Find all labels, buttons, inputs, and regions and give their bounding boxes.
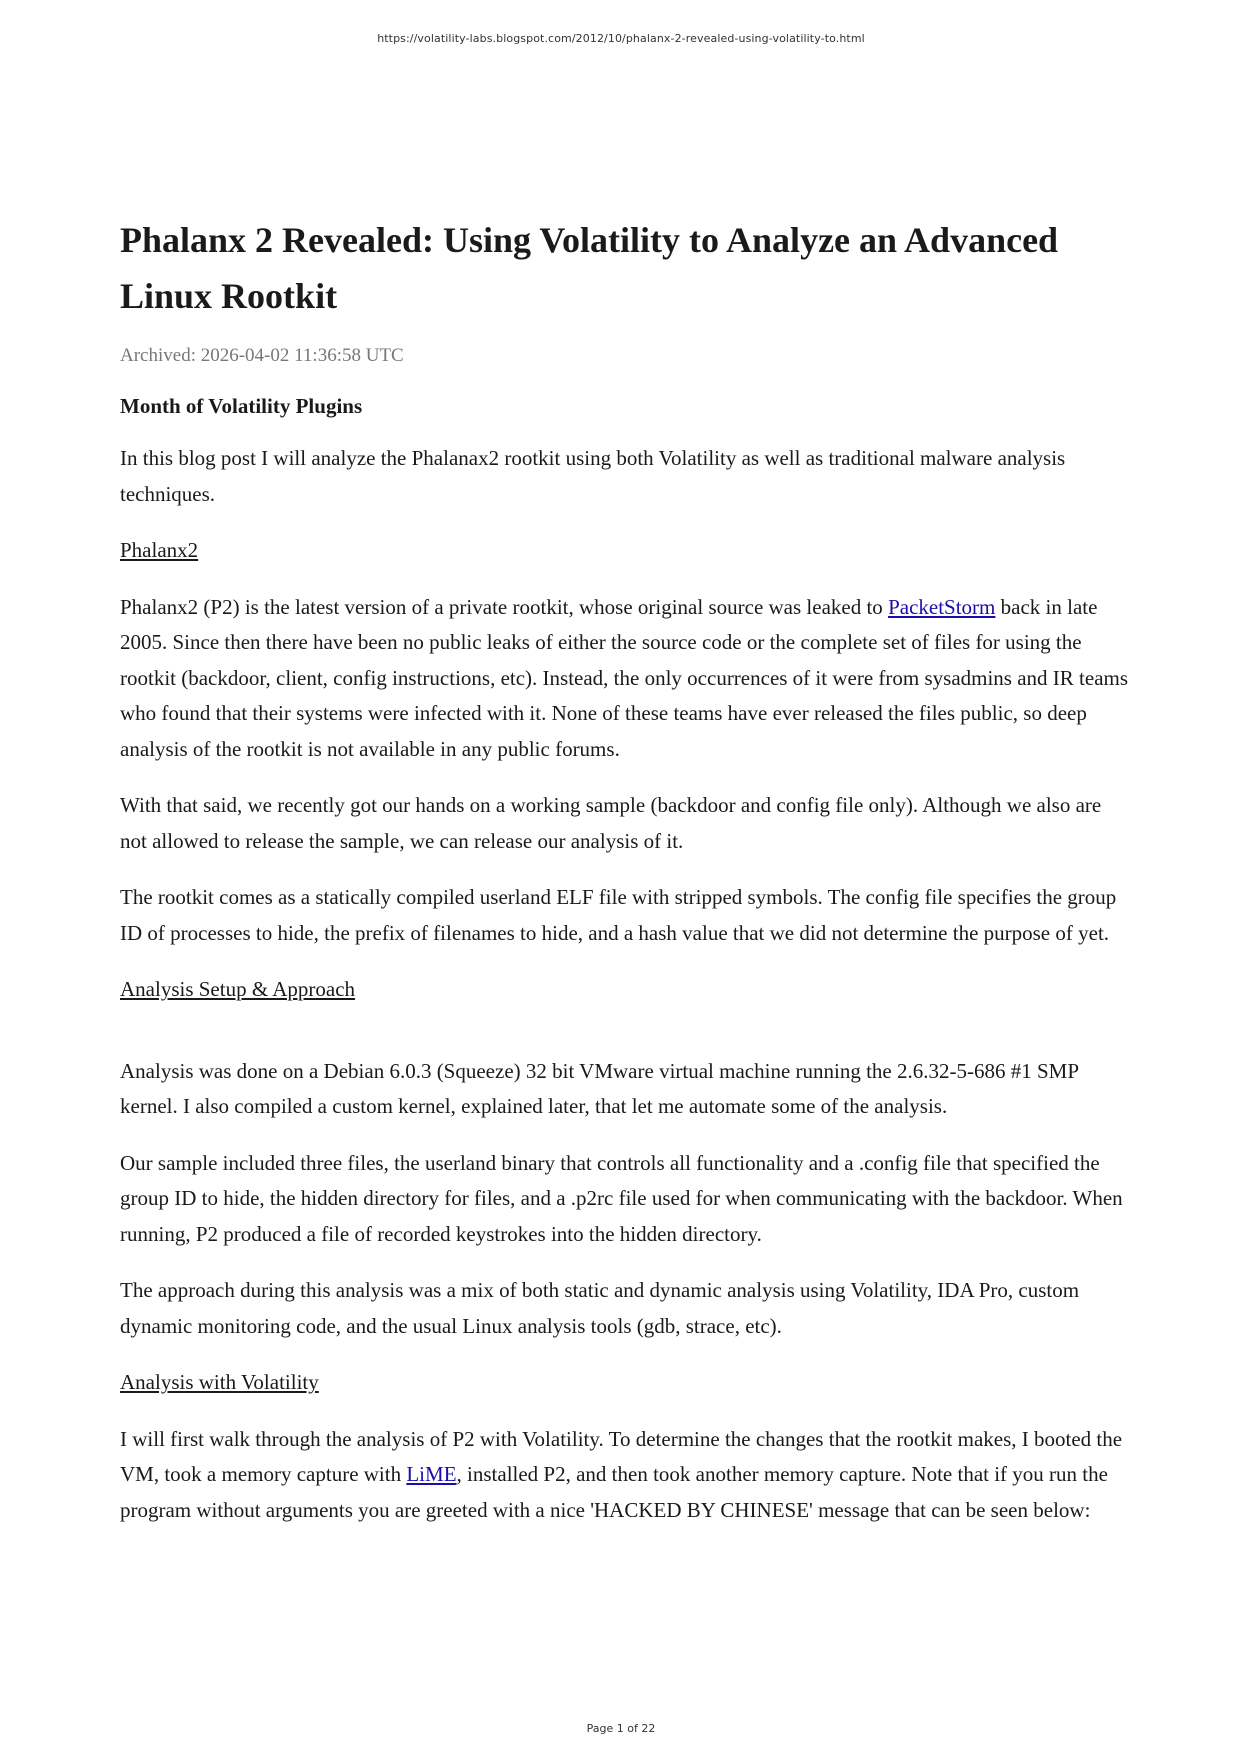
article-title: Phalanx 2 Revealed: Using Volatility to Analyze an Advanced Linux Rootkit: [120, 220, 1059, 316]
p1-text-end: back in late 2005. Since then there have been no public leaks of either the source code or the complete set of files for using the rootkit (backdoor, client, config instructions, etc). Instead, the only occurrences of it were from sysadmins and IR teams who found that their systems were infected with it. None of these teams have ever released the files public, so deep analysis of the rootkit is not available in any public forums.: [120, 594, 1129, 761]
p7-text-start: I will first walk through the analysis of P2 with Volatility. To determine the changes that the rootkit makes, I booted the VM, took a memory capture with: [120, 1426, 1123, 1486]
series-heading: Month of Volatility Plugins: [120, 394, 363, 418]
paragraph-elf: The rootkit comes as a statically compiled userland ELF file with stripped symbols. The config file specifies the group ID of processes to hide, the prefix of filenames to hide, and a hash value that we did not determine the purpose of yet.: [120, 885, 1117, 945]
section-heading-phalanx2: Phalanx2: [120, 538, 199, 562]
intro-paragraph: In this blog post I will analyze the Phalanax2 rootkit using both Volatility as well as traditional malware analysis techniques.: [120, 446, 1066, 506]
source-url: https://volatility-labs.blogspot.com/2012/10/phalanx-2-revealed-using-volatility-to.html: [377, 32, 865, 45]
paragraph-debian: Analysis was done on a Debian 6.0.3 (Squeeze) 32 bit VMware virtual machine running the 2.6.32-5-686 #1 SMP kernel. I also compiled a custom kernel, explained later, that let me automate some of the analysis.: [120, 1058, 1079, 1118]
section-heading-volatility: Analysis with Volatility: [120, 1370, 319, 1394]
paragraph-sample: With that said, we recently got our hands on a working sample (backdoor and config file only). Although we also are not allowed to release the sample, we can release our analysis of it.: [120, 793, 1102, 853]
packetstorm-link[interactable]: PacketStorm: [888, 594, 996, 619]
section-heading-setup: Analysis Setup & Approach: [120, 977, 356, 1001]
p1-text-start: Phalanx2 (P2) is the latest version of a private rootkit, whose original source was leaked to: [120, 594, 889, 619]
lime-link[interactable]: LiME: [406, 1462, 457, 1486]
archived-timestamp: Archived: 2026-04-02 11:36:58 UTC: [120, 345, 404, 366]
paragraph-files: Our sample included three files, the userland binary that controls all functionality and a .config file that specified the group ID to hide, the hidden directory for files, and a .p2rc file used for when communicating with the backdoor. When running, P2 produced a file of recorded keystrokes into the hidden directory.: [120, 1150, 1123, 1246]
p7-text-end: , installed P2, and then took another memory capture. Note that if you run the program without arguments you are greeted with a nice 'HACKED BY CHINESE' message that can be seen below:: [120, 1462, 1108, 1522]
paragraph-approach: The approach during this analysis was a mix of both static and dynamic analysis using Volatility, IDA Pro, custom dynamic monitoring code, and the usual Linux analysis tools (gdb, strace, etc).: [120, 1278, 1080, 1338]
paragraph-phalanx2-background: [120, 590, 1130, 768]
page-number: Page 1 of 22: [586, 1722, 656, 1735]
paragraph-walkthrough: [120, 1422, 1130, 1529]
article: [120, 212, 1130, 1528]
